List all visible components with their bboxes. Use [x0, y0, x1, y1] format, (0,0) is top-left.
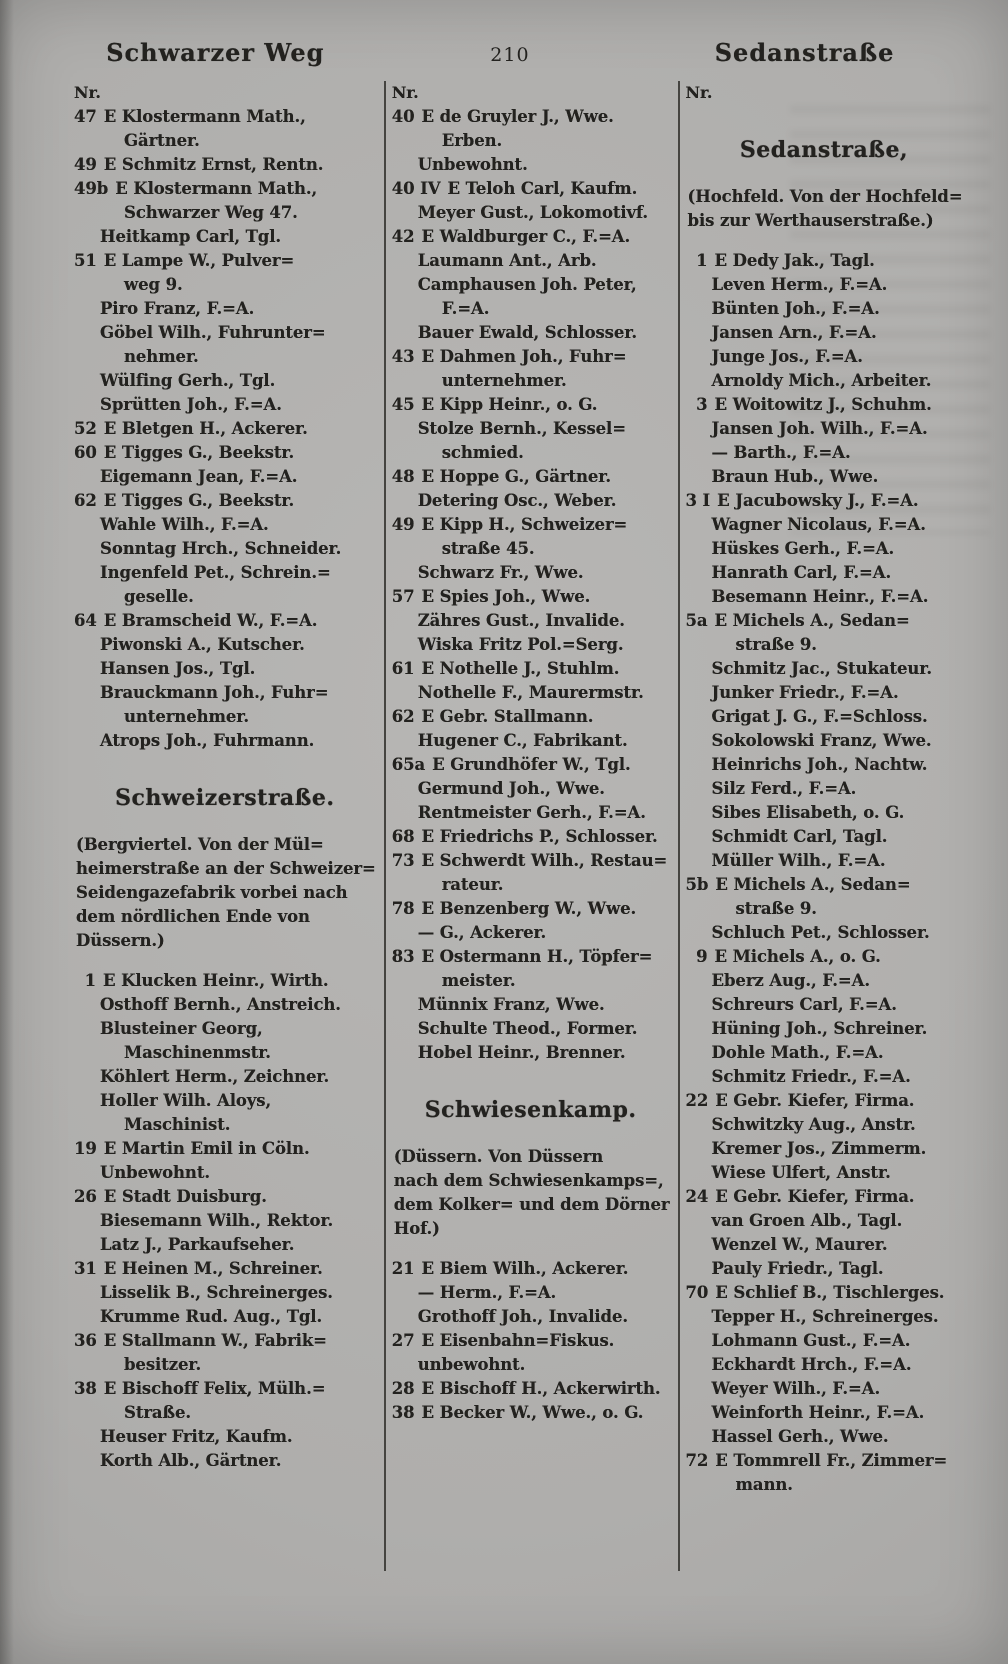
entry-line: [392, 945, 670, 969]
entry-text: E Martin Emil in Cöln.: [103, 1139, 310, 1158]
resident-line: Hüskes Gerh., F.=A.: [711, 539, 895, 558]
house-number: 62: [74, 491, 97, 510]
resident-line: Jansen Joh. Wilh., F.=A.: [711, 419, 928, 438]
resident-line: Blusteiner Georg,: [100, 1019, 263, 1038]
resident-line: Ingenfeld Pet., Schrein.=: [100, 563, 331, 582]
street-heading: Sedanstraße,: [739, 137, 909, 163]
resident-line: Hassel Gerh., Wwe.: [711, 1427, 889, 1446]
resident-line: Wahle Wilh., F.=A.: [100, 515, 269, 534]
entry-line: [686, 489, 963, 513]
resident-line: Laumann Ant., Arb.: [417, 251, 597, 270]
entry-line: [686, 1281, 963, 1305]
page-content: [68, 38, 963, 1571]
house-number: 31: [74, 1259, 97, 1278]
resident-line: Hüning Joh., Schreiner.: [711, 1019, 928, 1038]
entry-text: E Schlief B., Tischlerges.: [715, 1283, 945, 1302]
resident-line: Sokolowski Franz, Wwe.: [711, 731, 932, 750]
house-number: 5a: [685, 611, 708, 630]
entry-line: [686, 1185, 963, 1209]
resident-line: — G., Ackerer.: [417, 923, 547, 942]
description-line: bis zur Werthauserstraße.): [687, 211, 934, 230]
resident-line: Bünten Joh., F.=A.: [711, 299, 880, 318]
entry-text: E Klostermann Math.,: [103, 107, 306, 126]
house-number: 19: [74, 1139, 97, 1158]
resident-line: Eckhardt Hrch., F.=A.: [711, 1355, 912, 1374]
house-number: 64: [74, 611, 97, 630]
entry-line: [392, 1377, 670, 1401]
entry-text: E Friedrichs P., Schlosser.: [421, 827, 658, 846]
continuation-line: mann.: [735, 1475, 793, 1494]
entry-text: E Ostermann H., Töpfer=: [421, 947, 653, 966]
house-number: 68: [391, 827, 415, 846]
resident-line: Junge Jos., F.=A.: [711, 347, 863, 366]
address-column: [680, 81, 971, 1571]
resident-line: Leven Herm., F.=A.: [711, 275, 888, 294]
resident-line: Rentmeister Gerh., F.=A.: [417, 803, 646, 822]
house-number: 40: [391, 107, 415, 126]
entry-line: [74, 441, 376, 465]
entry-line: [392, 345, 670, 369]
entry-line: [74, 1329, 376, 1353]
entry-text: E Bletgen H., Ackerer.: [103, 419, 308, 438]
house-number: 42: [391, 227, 415, 246]
entry-line: [74, 1257, 376, 1281]
scan-edge-shadow: [0, 0, 14, 1664]
house-number: 38: [74, 1379, 97, 1398]
resident-line: Dohle Math., F.=A.: [711, 1043, 884, 1062]
resident-line: Heitkamp Carl, Tgl.: [100, 227, 282, 246]
entry-text: E Gebr. Stallmann.: [421, 707, 594, 726]
resident-line: Lisselik B., Schreinerges.: [100, 1283, 333, 1302]
continuation-line: unternehmer.: [441, 371, 567, 390]
house-number: 51: [74, 251, 97, 270]
entry-line: [392, 225, 670, 249]
entry-line: [74, 969, 376, 993]
resident-line: unbewohnt.: [417, 1355, 526, 1374]
entry-text: E Michels A., Sedan=: [715, 875, 911, 894]
house-number: 24: [685, 1187, 709, 1206]
entry-line: [392, 657, 670, 681]
resident-line: Meyer Gust., Lokomotivf.: [417, 203, 649, 222]
entry-line: [74, 489, 376, 513]
resident-line: Eigemann Jean, F.=A.: [100, 467, 298, 486]
resident-line: Grothoff Joh., Invalide.: [417, 1307, 629, 1326]
nr-label: Nr.: [391, 83, 419, 102]
house-number: 61: [391, 659, 415, 678]
resident-line: Schmitz Jac., Stukateur.: [711, 659, 933, 678]
continuation-line: besitzer.: [124, 1355, 202, 1374]
resident-line: Hanrath Carl, F.=A.: [711, 563, 892, 582]
nr-label: Nr.: [685, 83, 713, 102]
description-line: Düssern.): [76, 931, 165, 950]
entry-text: E Gebr. Kiefer, Firma.: [715, 1091, 915, 1110]
continuation-line: Maschinist.: [124, 1115, 231, 1134]
entry-text: E Tigges G., Beekstr.: [103, 443, 295, 462]
resident-line: — Herm., F.=A.: [417, 1283, 557, 1302]
house-number: 73: [391, 851, 415, 870]
entry-text: E Lampe W., Pulver=: [103, 251, 295, 270]
continuation-line: F.=A.: [441, 299, 490, 318]
entry-text: E Dedy Jak., Tagl.: [714, 251, 875, 270]
continuation-line: Straße.: [124, 1403, 192, 1422]
address-column: [68, 81, 384, 1571]
page-header: [68, 38, 952, 67]
resident-line: Heuser Fritz, Kaufm.: [100, 1427, 293, 1446]
resident-line: Lohmann Gust., F.=A.: [711, 1331, 911, 1350]
resident-line: Hansen Jos., Tgl.: [100, 659, 256, 678]
entry-line: [74, 249, 376, 273]
resident-line: Nothelle F., Maurermstr.: [417, 683, 644, 702]
nr-label: Nr.: [74, 83, 101, 102]
house-number: 70: [685, 1283, 709, 1302]
columns: [68, 81, 963, 1571]
resident-line: Grigat J. G., F.=Schloss.: [711, 707, 928, 726]
house-number: 49: [391, 515, 415, 534]
entry-line: [686, 249, 963, 273]
house-number: 43: [391, 347, 415, 366]
entry-text: E Tommrell Fr., Zimmer=: [715, 1451, 948, 1470]
house-number: 62: [391, 707, 415, 726]
street-heading: Schwiesenkamp.: [424, 1097, 637, 1123]
entry-line: [686, 873, 963, 897]
resident-line: Germund Joh., Wwe.: [417, 779, 605, 798]
continuation-line: straße 9.: [735, 635, 817, 654]
resident-line: Heinrichs Joh., Nachtw.: [711, 755, 928, 774]
entry-text: E Kipp Heinr., o. G.: [421, 395, 598, 414]
continuation-line: straße 45.: [441, 539, 535, 558]
description-line: Seidengazefabrik vorbei nach: [76, 883, 348, 902]
house-number: 49b: [74, 179, 109, 198]
continuation-line: weg 9.: [124, 275, 183, 294]
entry-line: [392, 177, 670, 201]
resident-line: Arnoldy Mich., Arbeiter.: [711, 371, 932, 390]
entry-line: [392, 513, 670, 537]
resident-line: Krumme Rud. Aug., Tgl.: [100, 1307, 323, 1326]
entry-text: E Schmitz Ernst, Rentn.: [103, 155, 324, 174]
resident-line: Schreurs Carl, F.=A.: [711, 995, 897, 1014]
entry-line: [392, 849, 670, 873]
resident-line: Eberz Aug., F.=A.: [711, 971, 870, 990]
entry-line: [686, 1449, 963, 1473]
entry-line: [392, 705, 670, 729]
resident-line: Schwarz Fr., Wwe.: [417, 563, 584, 582]
resident-line: Piro Franz, F.=A.: [100, 299, 255, 318]
house-number: 57: [391, 587, 415, 606]
entry-text: E Biem Wilh., Ackerer.: [421, 1259, 629, 1278]
house-number: 27: [391, 1331, 415, 1350]
entry-text: E Nothelle J., Stuhlm.: [421, 659, 620, 678]
entry-line: [392, 393, 670, 417]
house-number: 52: [74, 419, 97, 438]
description-line: (Bergviertel. Von der Mül=: [76, 835, 324, 854]
resident-line: Holler Wilh. Aloys,: [100, 1091, 272, 1110]
house-number: 48: [391, 467, 415, 486]
page-number: 210: [490, 44, 530, 66]
description-line: (Hochfeld. Von der Hochfeld=: [687, 187, 963, 206]
continuation-line: Gärtner.: [124, 131, 200, 150]
entry-text: E Stadt Duisburg.: [103, 1187, 267, 1206]
house-number: 40 IV: [391, 179, 441, 198]
description-line: nach dem Schwiesenkamps=,: [393, 1171, 664, 1190]
entry-text: E Teloh Carl, Kaufm.: [447, 179, 638, 198]
continuation-line: nehmer.: [124, 347, 199, 366]
resident-line: Hugener C., Fabrikant.: [417, 731, 628, 750]
house-number: 83: [391, 947, 415, 966]
entry-text: E Gebr. Kiefer, Firma.: [715, 1187, 915, 1206]
entry-line: [74, 417, 376, 441]
entry-text: E Heinen M., Schreiner.: [103, 1259, 323, 1278]
entry-line: [392, 1401, 670, 1425]
address-column: [384, 81, 680, 1571]
resident-line: Bauer Ewald, Schlosser.: [417, 323, 637, 342]
continuation-line: rateur.: [441, 875, 504, 894]
entry-text: E Eisenbahn=Fiskus.: [421, 1331, 615, 1350]
entry-line: [686, 609, 963, 633]
continuation-line: Schwarzer Weg 47.: [124, 203, 298, 222]
entry-line: [74, 153, 376, 177]
entry-line: [392, 897, 670, 921]
resident-line: — Barth., F.=A.: [711, 443, 851, 462]
resident-line: Jansen Arn., F.=A.: [711, 323, 877, 342]
house-number: 21: [391, 1259, 415, 1278]
entry-text: E Jacubowsky J., F.=A.: [717, 491, 919, 510]
resident-line: Wenzel W., Maurer.: [711, 1235, 888, 1254]
resident-line: Weinforth Heinr., F.=A.: [711, 1403, 925, 1422]
header-left-street: Schwarzer Weg: [106, 38, 325, 67]
street-heading: Schweizerstraße.: [115, 785, 335, 811]
entry-text: E Woitowitz J., Schuhm.: [714, 395, 932, 414]
continuation-line: geselle.: [124, 587, 194, 606]
entry-text: E de Gruyler J., Wwe.: [421, 107, 614, 126]
house-number: 38: [391, 1403, 415, 1422]
entry-text: E Schwerdt Wilh., Restau=: [421, 851, 668, 870]
entry-text: E Kipp H., Schweizer=: [421, 515, 628, 534]
description-line: dem nördlichen Ende von: [76, 907, 310, 926]
resident-line: Kremer Jos., Zimmerm.: [711, 1139, 927, 1158]
resident-line: Piwonski A., Kutscher.: [100, 635, 305, 654]
continuation-line: unternehmer.: [124, 707, 249, 726]
entry-line: [74, 609, 376, 633]
entry-line: [686, 945, 963, 969]
resident-line: Silz Ferd., F.=A.: [711, 779, 857, 798]
continuation-line: schmied.: [441, 443, 524, 462]
house-number: 26: [74, 1187, 97, 1206]
resident-line: Wülfing Gerh., Tgl.: [100, 371, 276, 390]
resident-line: Müller Wilh., F.=A.: [711, 851, 886, 870]
entry-text: E Michels A., o. G.: [714, 947, 881, 966]
resident-line: Osthoff Bernh., Anstreich.: [100, 995, 341, 1014]
resident-line: Korth Alb., Gärtner.: [100, 1451, 282, 1470]
entry-line: [74, 105, 376, 129]
resident-line: Schmidt Carl, Tagl.: [711, 827, 888, 846]
entry-line: [392, 753, 670, 777]
house-number: 9: [696, 947, 708, 966]
resident-line: Wagner Nicolaus, F.=A.: [711, 515, 926, 534]
entry-line: [392, 105, 670, 129]
house-number: 47: [74, 107, 97, 126]
resident-line: Schulte Theod., Former.: [417, 1019, 638, 1038]
house-number: 5b: [685, 875, 709, 894]
description-line: dem Kolker= und dem Dörner: [393, 1195, 670, 1214]
entry-line: [392, 825, 670, 849]
entry-text: E Klostermann Math.,: [115, 179, 318, 198]
house-number: 65a: [391, 755, 426, 774]
entry-text: E Tigges G., Beekstr.: [103, 491, 295, 510]
house-number: 60: [74, 443, 97, 462]
entry-text: E Michels A., Sedan=: [714, 611, 910, 630]
resident-line: Detering Osc., Weber.: [417, 491, 617, 510]
entry-text: E Hoppe G., Gärtner.: [421, 467, 611, 486]
entry-text: E Bramscheid W., F.=A.: [103, 611, 318, 630]
resident-line: Köhlert Herm., Zeichner.: [100, 1067, 330, 1086]
entry-line: [392, 1257, 670, 1281]
continuation-line: Maschinenmstr.: [124, 1043, 271, 1062]
entry-line: [392, 465, 670, 489]
description-line: (Düssern. Von Düssern: [393, 1147, 604, 1166]
resident-line: Schmitz Friedr., F.=A.: [711, 1067, 911, 1086]
entry-text: E Bischoff Felix, Mülh.=: [103, 1379, 326, 1398]
resident-line: Schwitzky Aug., Anstr.: [711, 1115, 916, 1134]
entry-line: [392, 1329, 670, 1353]
resident-line: Zähres Gust., Invalide.: [417, 611, 625, 630]
resident-line: Junker Friedr., F.=A.: [711, 683, 899, 702]
entry-text: E Becker W., Wwe., o. G.: [421, 1403, 644, 1422]
resident-line: Wiese Ulfert, Anstr.: [711, 1163, 891, 1182]
entry-text: E Bischoff H., Ackerwirth.: [421, 1379, 661, 1398]
resident-line: Brauckmann Joh., Fuhr=: [100, 683, 329, 702]
house-number: 28: [391, 1379, 415, 1398]
entry-text: E Benzenberg W., Wwe.: [421, 899, 637, 918]
house-number: 22: [685, 1091, 709, 1110]
resident-line: Biesemann Wilh., Rektor.: [100, 1211, 334, 1230]
resident-line: Sibes Elisabeth, o. G.: [711, 803, 905, 822]
resident-line: Camphausen Joh. Peter,: [417, 275, 637, 294]
resident-line: Pauly Friedr., Tagl.: [711, 1259, 884, 1278]
resident-line: Besemann Heinr., F.=A.: [711, 587, 929, 606]
continuation-line: straße 9.: [735, 899, 817, 918]
entry-line: [74, 1137, 376, 1161]
resident-line: Münnix Franz, Wwe.: [417, 995, 605, 1014]
resident-line: Latz J., Parkaufseher.: [100, 1235, 295, 1254]
house-number: 1: [84, 971, 96, 990]
house-number: 72: [685, 1451, 709, 1470]
resident-line: Sonntag Hrch., Schneider.: [100, 539, 342, 558]
resident-line: Atrops Joh., Fuhrmann.: [100, 731, 315, 750]
entry-text: E Spies Joh., Wwe.: [421, 587, 591, 606]
resident-line: Weyer Wilh., F.=A.: [711, 1379, 881, 1398]
resident-line: Braun Hub., Wwe.: [711, 467, 879, 486]
entry-text: E Waldburger C., F.=A.: [421, 227, 631, 246]
entry-line: [74, 1377, 376, 1401]
resident-line: Stolze Bernh., Kessel=: [417, 419, 626, 438]
resident-line: van Groen Alb., Tagl.: [711, 1211, 903, 1230]
house-number: 3 I: [685, 491, 711, 510]
entry-line: [392, 585, 670, 609]
resident-line: Tepper H., Schreinerges.: [711, 1307, 939, 1326]
resident-line: Unbewohnt.: [417, 155, 528, 174]
entry-line: [686, 393, 963, 417]
entry-text: E Stallmann W., Fabrik=: [103, 1331, 327, 1350]
continuation-line: Erben.: [441, 131, 503, 150]
header-right-street: Sedanstraße: [714, 38, 895, 67]
description-line: heimerstraße an der Schweizer=: [76, 859, 376, 878]
entry-line: [74, 177, 376, 201]
resident-line: Hobel Heinr., Brenner.: [417, 1043, 626, 1062]
resident-line: Göbel Wilh., Fuhrunter=: [100, 323, 326, 342]
house-number: 78: [391, 899, 415, 918]
resident-line: Unbewohnt.: [100, 1163, 210, 1182]
house-number: 45: [391, 395, 415, 414]
house-number: 36: [74, 1331, 97, 1350]
continuation-line: meister.: [441, 971, 516, 990]
entry-text: E Grundhöfer W., Tgl.: [432, 755, 631, 774]
house-number: 49: [74, 155, 97, 174]
resident-line: Wiska Fritz Pol.=Serg.: [417, 635, 624, 654]
entry-line: [74, 1185, 376, 1209]
entry-line: [686, 1089, 963, 1113]
entry-text: E Klucken Heinr., Wirth.: [103, 971, 329, 990]
resident-line: Sprütten Joh., F.=A.: [100, 395, 282, 414]
description-line: Hof.): [393, 1219, 440, 1238]
entry-text: E Dahmen Joh., Fuhr=: [421, 347, 627, 366]
house-number: 1: [696, 251, 708, 270]
resident-line: Schluch Pet., Schlosser.: [711, 923, 930, 942]
house-number: 3: [696, 395, 708, 414]
